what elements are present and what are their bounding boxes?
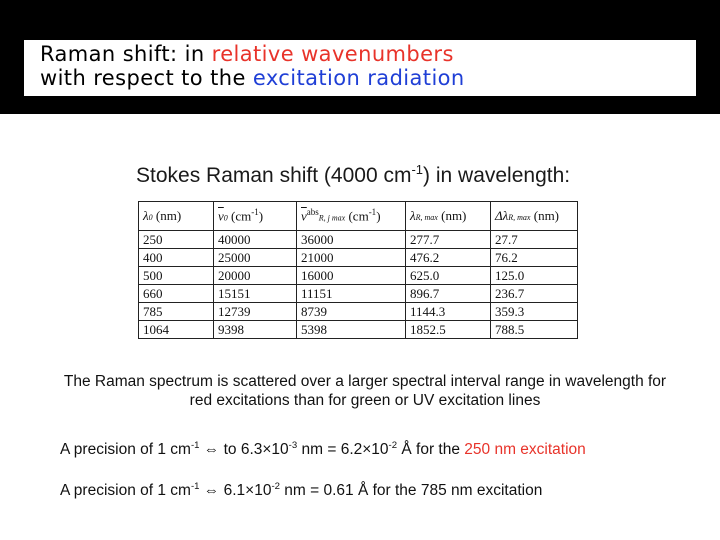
header-unit-tail: ) — [258, 208, 264, 224]
cell: 21000 — [297, 249, 406, 267]
cell: 25000 — [214, 249, 297, 267]
cell: 12739 — [214, 303, 297, 321]
cell: 1144.3 — [406, 303, 491, 321]
cell: 40000 — [214, 231, 297, 249]
header-sub: R, max — [508, 213, 531, 222]
caption-text: ) in wavelength: — [423, 164, 571, 187]
cell: 788.5 — [491, 321, 578, 339]
caption-text: Stokes Raman shift (4000 cm — [136, 164, 412, 187]
cell: 76.2 — [491, 249, 578, 267]
cell: 500 — [139, 267, 214, 285]
header-symbol: Δλ — [495, 208, 509, 223]
cell: 660 — [139, 285, 214, 303]
header-unit: (nm) — [437, 208, 467, 223]
cell: 1064 — [139, 321, 214, 339]
cell: 625.0 — [406, 267, 491, 285]
header-lambda-r — [406, 202, 491, 231]
table-row — [139, 231, 578, 249]
precision-sup: -2 — [388, 440, 398, 451]
cell: 236.7 — [491, 285, 578, 303]
table-row — [139, 303, 578, 321]
cell: 11151 — [297, 285, 406, 303]
header-unit: (cm — [345, 208, 369, 224]
cell: 1852.5 — [406, 321, 491, 339]
precision-text: ⇔ 6.1×10 — [199, 482, 272, 500]
header-symbol: $\overline{\nu}$ — [218, 208, 224, 224]
title-line-1 — [40, 42, 696, 66]
precision-sup: -3 — [288, 440, 298, 451]
header-symbol: λ — [410, 208, 416, 223]
raman-shift-table — [138, 201, 578, 339]
header-sup: -1 — [368, 207, 377, 218]
precision-highlight-red: 250 nm excitation — [464, 441, 586, 459]
header-sub: R, j max — [318, 213, 346, 223]
cell: 15151 — [214, 285, 297, 303]
cell: 125.0 — [491, 267, 578, 285]
header-unit-tail: ) — [376, 208, 381, 224]
precision-text: A precision of 1 cm — [60, 482, 191, 500]
title-text: with respect to the — [40, 66, 253, 90]
precision-line-250 — [60, 440, 586, 459]
cell: 400 — [139, 249, 214, 267]
table-header-row — [139, 202, 578, 231]
cell: 27.7 — [491, 231, 578, 249]
explanation-text: The Raman spectrum is scattered over a larger spectral interval range in wavelength for red excitations than for green or UV excitation lines — [63, 373, 667, 409]
header-sup: -1 — [251, 207, 259, 218]
title-highlight-blue: excitation radiation — [252, 66, 465, 90]
cell: 896.7 — [406, 285, 491, 303]
precision-text: Å for the — [397, 441, 465, 459]
table-row — [139, 285, 578, 303]
table-row — [139, 249, 578, 267]
cell: 359.3 — [491, 303, 578, 321]
slide-title — [24, 40, 696, 96]
cell: 36000 — [297, 231, 406, 249]
title-highlight-red: relative wavenumbers — [211, 42, 454, 66]
caption-sup: -1 — [411, 162, 424, 177]
cell: 250 — [139, 231, 214, 249]
title-line-2 — [40, 66, 696, 90]
cell: 5398 — [297, 321, 406, 339]
cell: 16000 — [297, 267, 406, 285]
cell: 20000 — [214, 267, 297, 285]
precision-text: A precision of 1 cm — [60, 441, 191, 459]
cell: 8739 — [297, 303, 406, 321]
cell: 277.7 — [406, 231, 491, 249]
header-nu-abs — [297, 202, 406, 231]
header-symbol: λ — [143, 208, 149, 223]
header-symbol: $\overline{\nu}$ — [301, 208, 307, 224]
header-sub: 0 — [148, 213, 153, 222]
table-row — [139, 267, 578, 285]
precision-text: nm = 0.61 Å for the 785 nm excitation — [279, 482, 543, 500]
header-sub: 0 — [223, 213, 228, 223]
header-sup-top: abs — [306, 207, 319, 218]
cell: 476.2 — [406, 249, 491, 267]
header-unit: (nm) — [530, 208, 560, 223]
precision-sup: -1 — [190, 440, 200, 451]
header-delta-lambda — [491, 202, 578, 231]
table-row — [139, 321, 578, 339]
header-nu0 — [214, 202, 297, 231]
header-lambda0 — [139, 202, 214, 231]
cell: 9398 — [214, 321, 297, 339]
header-unit: (nm) — [152, 208, 182, 223]
header-sub: R, max — [415, 213, 438, 222]
table-caption — [136, 162, 570, 188]
precision-sup: -1 — [190, 481, 200, 492]
precision-text: ⇔ to 6.3×10 — [199, 441, 289, 459]
title-text: Raman shift: in — [40, 42, 212, 66]
cell: 785 — [139, 303, 214, 321]
precision-sup: -2 — [271, 481, 280, 492]
precision-line-785 — [60, 481, 542, 500]
header-unit: (cm — [227, 208, 252, 224]
precision-text: nm = 6.2×10 — [297, 441, 389, 459]
